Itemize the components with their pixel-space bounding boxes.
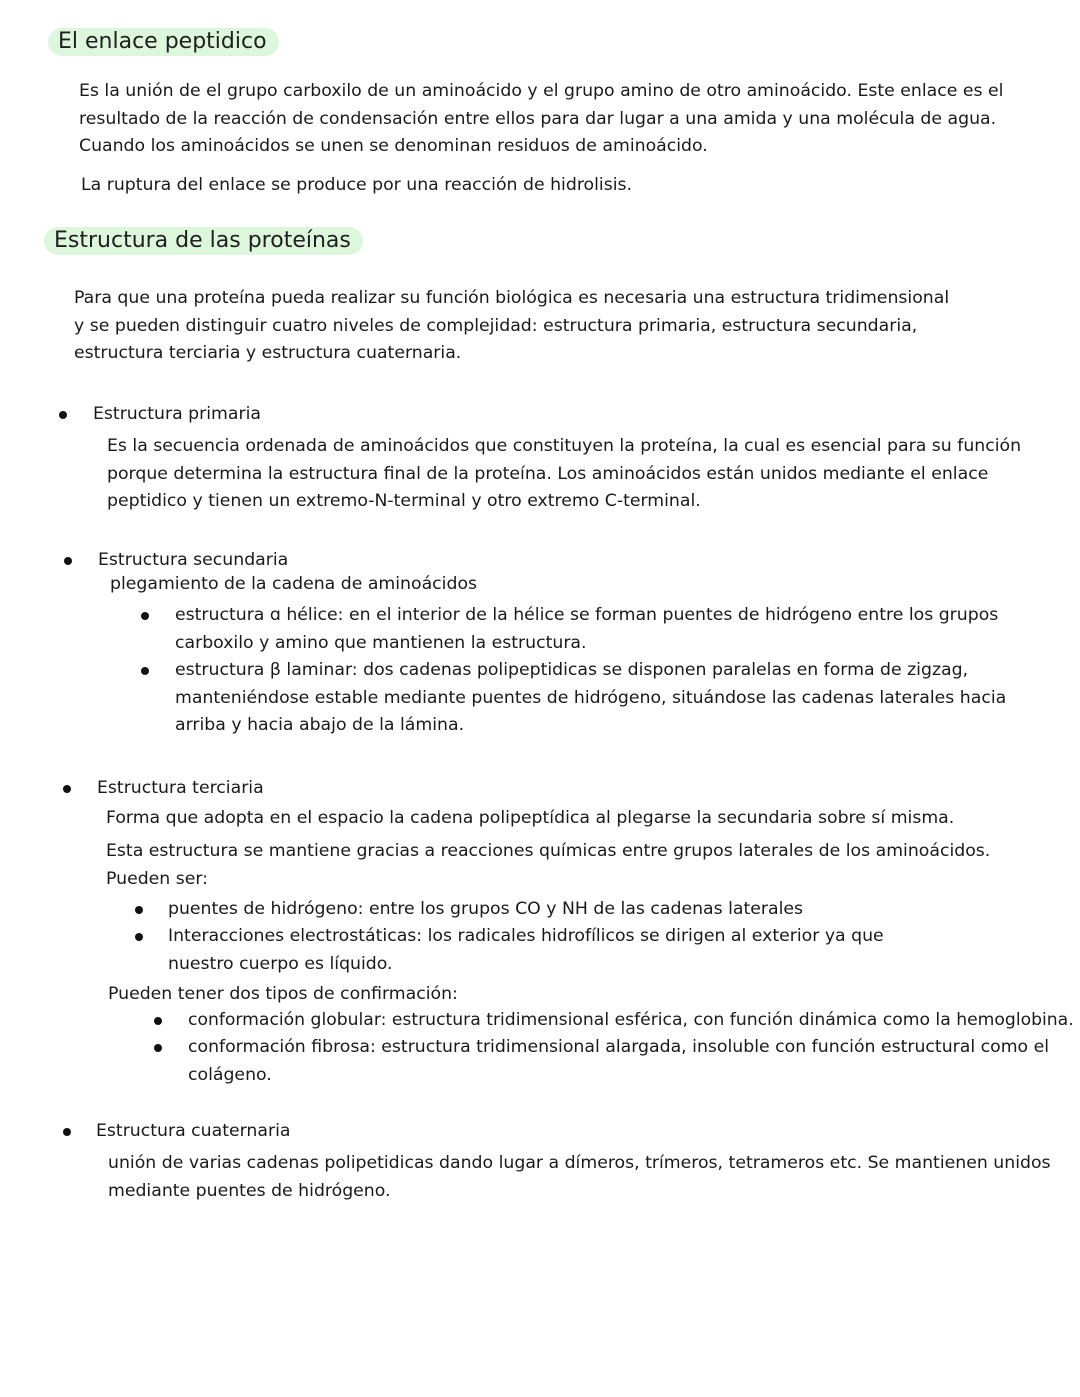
primaria-line-3: peptidico y tienen un extremo-N-terminal y otro extremo C-terminal. [107, 491, 701, 511]
fibrosa-line-1: conformación fibrosa: estructura tridimensional alargada, insoluble con función estructural como el [188, 1037, 1050, 1057]
beta-line-1: estructura β laminar: dos cadenas polipeptidicas se disponen paralelas en forma de zigzag, [175, 660, 969, 680]
cuaternaria-line-1: unión de varias cadenas polipetidicas dando lugar a dímeros, trímeros, tetrameros etc. Se mantienen unidos [108, 1153, 1051, 1173]
intro-line-1: Para que una proteína pueda realizar su función biológica es necesaria una estructura tridimensional [74, 288, 950, 308]
secundaria-title: Estructura secundaria [98, 550, 289, 570]
bullet-cuaternaria [63, 1128, 71, 1136]
alpha-line-2: carboxilo y amino que mantienen la estructura. [175, 632, 587, 653]
bullet-puentes [135, 906, 143, 914]
intro-line-2: y se pueden distinguir cuatro niveles de complejidad: estructura primaria, estructura secundaria, [74, 315, 918, 336]
cuaternaria-body [108, 1150, 1051, 1205]
bullet-terciaria [63, 785, 71, 793]
electro-line-2: nuestro cuerpo es líquido. [168, 953, 393, 974]
heading-enlace-peptidico: El enlace peptidico [48, 28, 279, 56]
fibrosa-line-2: colágeno. [188, 1064, 272, 1085]
alpha-line-1: estructura ɑ hélice: en el interior de la hélice se forman puentes de hidrógeno entre los grupos [175, 605, 999, 625]
cuaternaria-title: Estructura cuaternaria [96, 1121, 291, 1141]
fibrosa-text [188, 1034, 1049, 1089]
estructura-intro [74, 285, 949, 368]
tipos-text: Pueden tener dos tipos de confirmación: [108, 984, 458, 1004]
primaria-body [107, 433, 1021, 516]
bullet-fibrosa [154, 1044, 162, 1052]
beta-line-2: manteniéndose estable mediante puentes de hidrógeno, situándose las cadenas laterales hacia [175, 687, 1007, 708]
bullet-primaria [59, 411, 67, 419]
cuaternaria-line-2: mediante puentes de hidrógeno. [108, 1180, 391, 1201]
bullet-electrostaticas [135, 933, 143, 941]
electro-line-1: Interacciones electrostáticas: los radicales hidrofílicos se dirigen al exterior ya que [168, 926, 884, 946]
ruptura-text: La ruptura del enlace se produce por una reacción de hidrolisis. [81, 175, 633, 195]
terciaria-title: Estructura terciaria [97, 778, 264, 798]
alpha-helix-text [175, 602, 998, 657]
bullet-beta [141, 667, 149, 675]
maint-line-2: Pueden ser: [106, 868, 209, 889]
secundaria-subtitle: plegamiento de la cadena de aminoácidos [110, 574, 478, 594]
enlace-line-2: resultado de la reacción de condensación entre ellos para dar lugar a una amida y una molécula de agua. [79, 108, 997, 129]
bullet-alpha [141, 612, 149, 620]
terciaria-maint [106, 838, 990, 893]
maint-line-1: Esta estructura se mantiene gracias a reacciones químicas entre grupos laterales de los aminoácidos. [106, 841, 991, 861]
terciaria-def: Forma que adopta en el espacio la cadena polipeptídica al plegarse la secundaria sobre sí misma. [106, 808, 955, 828]
bullet-globular [154, 1017, 162, 1025]
primaria-line-2: porque determina la estructura final de la proteína. Los aminoácidos están unidos mediante el enlace [107, 463, 989, 484]
globular-text: conformación globular: estructura tridimensional esférica, con función dinámica como la hemoglobina. [188, 1010, 1074, 1030]
beta-laminar-text [175, 657, 1006, 740]
puentes-text: puentes de hidrógeno: entre los grupos CO y NH de las cadenas laterales [168, 899, 804, 919]
primaria-line-1: Es la secuencia ordenada de aminoácidos que constituyen la proteína, la cual es esencial para su función [107, 436, 1022, 456]
bullet-secundaria [64, 557, 72, 565]
enlace-line-1: Es la unión de el grupo carboxilo de un aminoácido y el grupo amino de otro aminoácido. Este enlace es el [79, 81, 1004, 101]
intro-line-3: estructura terciaria y estructura cuaternaria. [74, 343, 462, 363]
primaria-title: Estructura primaria [93, 404, 261, 424]
electrostaticas-text [168, 923, 884, 978]
beta-line-3: arriba y hacia abajo de la lámina. [175, 715, 465, 735]
enlace-line-3: Cuando los aminoácidos se unen se denominan residuos de aminoácido. [79, 136, 708, 156]
enlace-paragraph [79, 78, 1003, 161]
heading-estructura-proteinas: Estructura de las proteínas [44, 227, 363, 255]
